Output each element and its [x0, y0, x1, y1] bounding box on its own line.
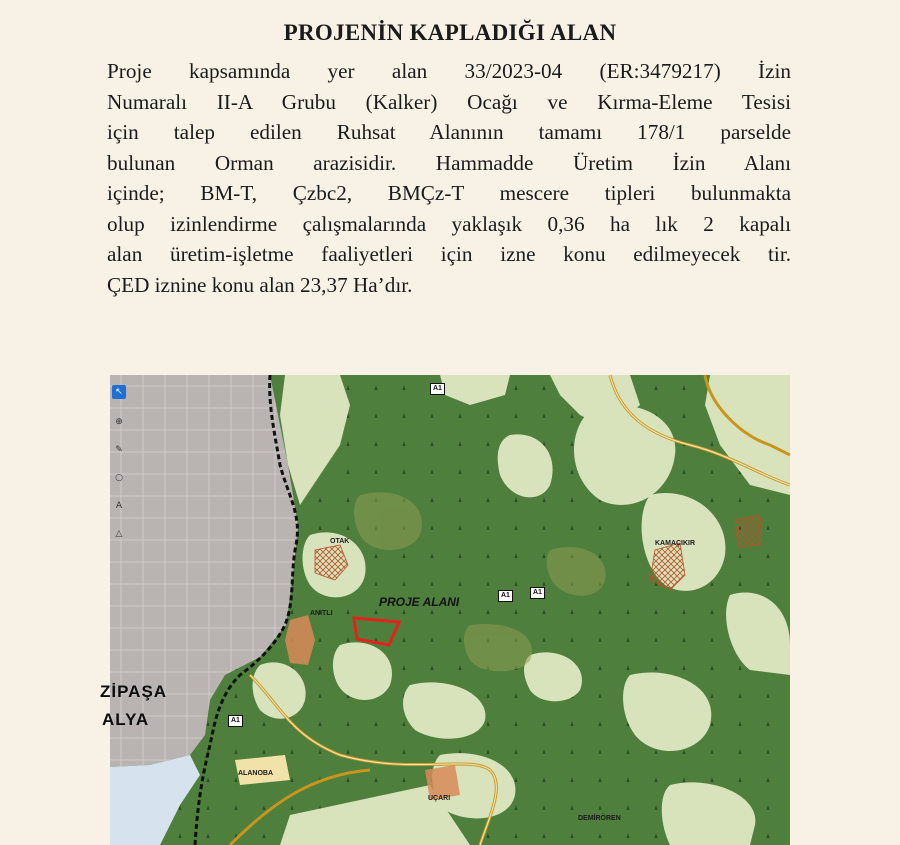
road-badge: A1: [530, 587, 545, 599]
measure-icon[interactable]: ○: [115, 473, 123, 483]
village-label-anitli: ANITLI: [310, 610, 333, 617]
pen-icon[interactable]: ✎: [115, 445, 123, 455]
pointer-icon[interactable]: ↖: [112, 385, 126, 399]
paragraph-line: Numaralı II-A Grubu (Kalker) Ocağı ve Kırma-Eleme Tesisi: [107, 89, 791, 114]
text-icon[interactable]: A: [115, 501, 123, 511]
road-badge: A1: [498, 590, 513, 602]
paragraph-line: alan üretim-işletme faaliyetleri için izne konu edilmeyecek tir.: [107, 242, 791, 266]
town-label-1: ZİPAŞA: [100, 682, 168, 701]
map-toolbar: [110, 385, 128, 555]
town-label-2: ALYA: [102, 710, 150, 729]
village-label-demiroren: DEMİRÖREN: [578, 815, 621, 822]
hatched-zone: [735, 515, 762, 547]
map-view[interactable]: [100, 375, 790, 845]
project-area-label: PROJE ALANI: [379, 595, 460, 609]
village-label-alanoba: ALANOBA: [238, 770, 273, 777]
map-canvas: [110, 375, 790, 845]
village-label-kamacikir: KAMAÇIKIR: [655, 540, 696, 547]
paragraph-line: bulunan Orman arazisidir. Hammadde Üretim İzin Alanı: [107, 150, 791, 175]
zoom-icon[interactable]: ⊕: [115, 417, 123, 427]
paragraph-line: olup izinlendirme çalışmalarında yaklaşık 0,36 ha lık 2 kapalı: [107, 211, 791, 236]
document-paragraph: [107, 56, 791, 300]
layers-icon[interactable]: △: [115, 529, 123, 539]
paragraph-line: için talep edilen Ruhsat Alanının tamamı 178/1 parselde: [107, 120, 791, 144]
road-badge: A1: [228, 715, 243, 727]
village-label-ucari: UÇARI: [428, 795, 451, 802]
paragraph-line: ÇED iznine konu alan 23,37 Ha’dır.: [107, 272, 413, 297]
paragraph-line: içinde; BM-T, Çzbc2, BMÇz-T mescere tipleri bulunmakta: [107, 181, 791, 205]
document-title: PROJENİN KAPLADIĞI ALAN: [283, 20, 617, 45]
village-label-otak: OTAK: [330, 538, 350, 545]
road-badge: A1: [430, 383, 445, 395]
paragraph-line: Proje kapsamında yer alan 33/2023-04 (ER:3479217) İzin: [107, 59, 791, 83]
